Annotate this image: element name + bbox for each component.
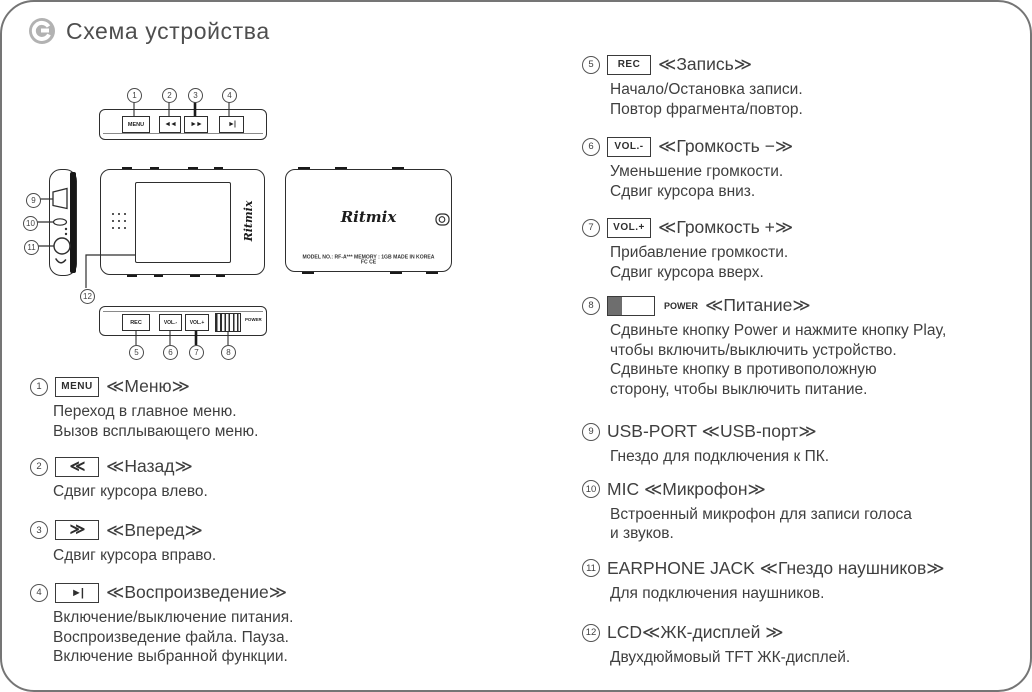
callout-number-8: 8 [582, 297, 600, 315]
item-desc: Сдвиг курсора вправо. [53, 546, 217, 564]
item-title: ≪Воспроизведение≫ [106, 582, 288, 602]
legend-left-column [30, 376, 370, 667]
item-title: MIC ≪Микрофон≫ [607, 478, 766, 499]
vol-plus-button: VOL.+ [185, 314, 209, 331]
callout-11: 11 [24, 240, 39, 255]
item-desc: Включение/выключение питания. [53, 609, 294, 626]
legend-item-mic [582, 479, 1022, 544]
forward-button: ►► [184, 116, 208, 133]
callout-number-11: 11 [582, 559, 600, 577]
item-desc: Сдвиг курсора вниз. [610, 182, 756, 200]
play-button: ►| [219, 116, 244, 133]
item-desc: Двухдюймовый TFT ЖК-дисплей. [610, 649, 851, 666]
legend-item-menu [30, 376, 370, 441]
callout-number-10: 10 [582, 480, 600, 498]
legend-item-rec [582, 54, 1022, 119]
item-title: ≪Громкость −≫ [658, 136, 794, 156]
callout-9: 9 [26, 193, 41, 208]
callout-6: 6 [163, 345, 178, 360]
ritmix-logo-front: Ritmix [241, 200, 255, 242]
item-title: ≪Вперед≫ [106, 519, 203, 540]
item-title: ≪Запись≫ [658, 54, 753, 74]
item-title: ≪Меню≫ [106, 376, 190, 396]
item-desc: чтобы включить/выключить устройство. [610, 341, 897, 359]
callout-7: 7 [189, 345, 204, 360]
callout-number-7: 7 [582, 219, 600, 237]
legend-item-earphone [582, 558, 1022, 604]
callout-number-4: 4 [30, 584, 48, 602]
callout-number-6: 6 [582, 138, 600, 156]
item-title: EARPHONE JACK ≪Гнездо наушников≫ [607, 557, 945, 578]
callout-number-3: 3 [30, 521, 48, 539]
vol-minus-button: VOL.- [159, 314, 182, 331]
legend-item-forward [30, 520, 370, 566]
rewind-button: ◄◄ [159, 116, 181, 133]
rec-button: REC [122, 314, 150, 331]
legend-item-back [30, 456, 370, 502]
callout-number-5: 5 [582, 56, 600, 74]
item-desc: Сдвиг курсора вверх. [610, 263, 764, 281]
item-desc: Воспроизведение файла. Пауза. [53, 628, 289, 646]
item-desc: Повтор фрагмента/повтор. [610, 100, 803, 118]
legend-item-vol-plus [582, 217, 1022, 282]
item-desc: Начало/Остановка записи. [610, 81, 803, 98]
mic-hole [54, 219, 67, 225]
page-title: Схема устройства [66, 17, 270, 44]
callout-number-12: 12 [582, 624, 600, 642]
item-title: USB-PORT ≪USB-порт≫ [607, 421, 817, 441]
item-desc: сторону, чтобы выключить питание. [610, 380, 868, 398]
usb-port [53, 189, 67, 209]
rewind-badge: ≪ [55, 457, 99, 477]
vol-minus-badge: VOL.- [607, 137, 651, 157]
legend-item-power [582, 295, 1022, 399]
legend-right-column [582, 54, 1022, 668]
callout-8: 8 [221, 345, 236, 360]
strap-hole [436, 214, 449, 225]
callout-number-2: 2 [30, 458, 48, 476]
model-text: MODEL NO.: RF-A*** MEMORY : 1GB MADE IN KOREA FC CE [302, 254, 435, 266]
power-badge-label: POWER [664, 300, 699, 311]
callout-3: 3 [188, 88, 203, 103]
callout-2: 2 [162, 88, 177, 103]
item-desc: Для подключения наушников. [610, 584, 825, 602]
legend-item-lcd [582, 622, 1022, 668]
play-badge: ►| [55, 583, 99, 603]
callout-number-1: 1 [30, 378, 48, 396]
rec-badge: REC [607, 55, 651, 75]
item-title: ≪Назад≫ [106, 456, 193, 476]
forward-badge: ≫ [55, 520, 99, 540]
vol-plus-badge: VOL.+ [607, 218, 651, 238]
item-desc: Сдвиг курсора влево. [53, 483, 208, 500]
power-slider-label: POWER [245, 317, 262, 323]
item-desc: Встроенный микрофон для записи голоса [610, 505, 912, 523]
item-desc: Уменьшение громкости. [610, 163, 784, 180]
menu-badge: MENU [55, 377, 99, 397]
headphone-hook-icon [56, 259, 66, 263]
item-desc: Сдвиньте кнопку в противоположную [610, 361, 877, 378]
item-desc: Гнездо для подключения к ПК. [610, 448, 830, 465]
power-slider-badge [607, 296, 655, 316]
item-desc: Сдвиньте кнопку Power и нажмите кнопку Play, [610, 322, 947, 339]
item-desc: Включение выбранной функции. [53, 648, 288, 665]
legend-item-usb [582, 421, 1022, 467]
menu-button: MENU [122, 116, 150, 133]
earphone-jack [54, 238, 70, 254]
callout-5: 5 [129, 345, 144, 360]
item-desc: Прибавление громкости. [610, 244, 789, 261]
item-desc: Переход в главное меню. [53, 403, 237, 420]
diagram-lines [2, 2, 522, 382]
item-title: LCD≪ЖК-дисплей ≫ [607, 622, 784, 642]
legend-item-play [30, 582, 370, 667]
item-title: ≪Питание≫ [705, 295, 811, 315]
callout-4: 4 [222, 88, 237, 103]
callout-10: 10 [23, 216, 38, 231]
legend-item-vol-minus [582, 136, 1022, 201]
callout-1: 1 [127, 88, 142, 103]
callout-12: 12 [80, 289, 95, 304]
item-title: ≪Громкость +≫ [658, 217, 794, 237]
callout-number-9: 9 [582, 423, 600, 441]
ritmix-logo-back: Ritmix [340, 208, 397, 226]
item-desc: Вызов всплывающего меню. [53, 422, 259, 440]
item-desc: и звуков. [610, 525, 674, 542]
